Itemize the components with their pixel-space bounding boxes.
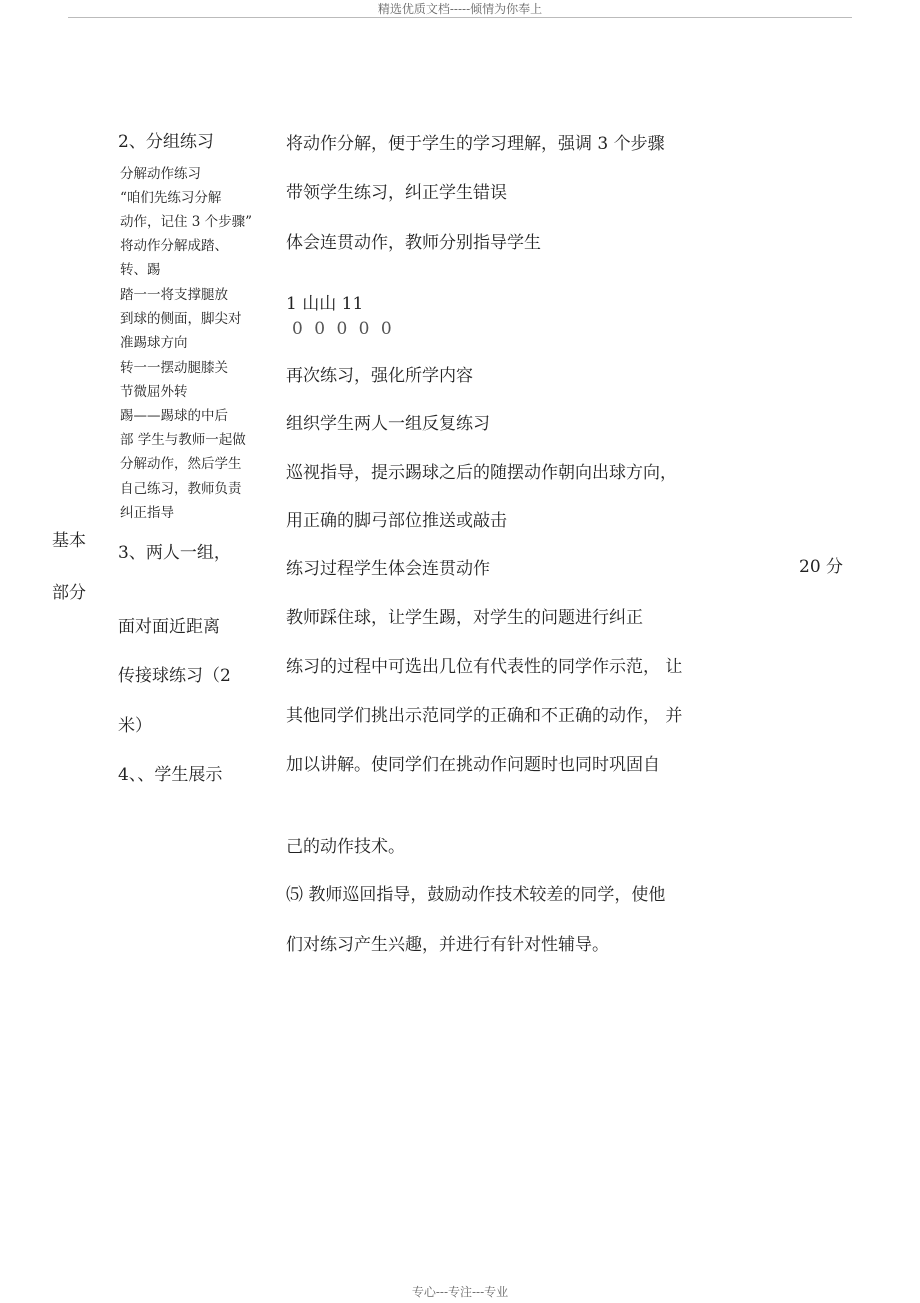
step2-title: 2、分组练习 bbox=[118, 132, 214, 152]
method-line: 们对练习产生兴趣，并进行有针对性辅导。 bbox=[286, 935, 609, 955]
method-line: 体会连贯动作，教师分别指导学生 bbox=[286, 233, 541, 253]
section-label-line2: 部分 bbox=[52, 583, 86, 603]
step3-line: 传接球练习（2 bbox=[118, 666, 231, 686]
step2-sub-line: 部 学生与教师一起做 bbox=[120, 432, 246, 448]
step2-sub-line: 节微屈外转 bbox=[120, 384, 188, 400]
step4-title: 4、、学生展示 bbox=[118, 765, 223, 785]
step2-sub-line: 准踢球方向 bbox=[120, 335, 188, 351]
method-line: 组织学生两人一组反复练习 bbox=[286, 414, 490, 434]
section-label-line1: 基本 bbox=[52, 531, 86, 551]
step3-line: 米） bbox=[118, 716, 152, 736]
step2-sub-line: “咱们先练习分解 bbox=[120, 190, 222, 206]
method-line: 其他同学们挑出示范同学的正确和不正确的动作， 并 bbox=[286, 706, 683, 726]
step2-sub-line: 转、踢 bbox=[120, 262, 161, 278]
step3-line: 3、两人一组， bbox=[118, 543, 231, 563]
step2-sub-line: 踏一一将支撑腿放 bbox=[120, 287, 228, 303]
step3-line: 面对面近距离 bbox=[118, 617, 220, 637]
method-line: 练习过程学生体会连贯动作 bbox=[286, 559, 490, 579]
step2-sub-line: 动作，记住 3 个步骤” bbox=[120, 214, 253, 230]
method-line: ⑸ 教师巡回指导，鼓励动作技术较差的同学，使他 bbox=[286, 885, 666, 905]
method-line: 用正确的脚弓部位推送或敲击 bbox=[286, 511, 507, 531]
page-footer: 专心---专注---专业 bbox=[411, 1285, 509, 1299]
method-line: 再次练习，强化所学内容 bbox=[286, 366, 473, 386]
method-line: 将动作分解，便于学生的学习理解，强调 3 个步骤 bbox=[286, 134, 665, 154]
method-line: 加以讲解。使同学们在挑动作问题时也同时巩固自 bbox=[286, 755, 660, 775]
method-line: 带领学生练习，纠正学生错误 bbox=[286, 183, 507, 203]
step2-sub-line: 将动作分解成踏、 bbox=[120, 238, 228, 254]
step2-sub-line: 纠正指导 bbox=[120, 505, 174, 521]
method-line: 练习的过程中可选出几位有代表性的同学作示范， 让 bbox=[286, 657, 683, 677]
method-line: 教师踩住球，让学生踢，对学生的问题进行纠正 bbox=[286, 608, 643, 628]
step2-sub-line: 分解动作，然后学生 bbox=[120, 456, 242, 472]
method-line: 0 0 0 0 0 bbox=[292, 319, 395, 339]
method-line: 1 山山 11 bbox=[286, 294, 364, 314]
step2-sub-line: 到球的侧面，脚尖对 bbox=[120, 311, 242, 327]
step2-sub-line: 踢——踢球的中后 bbox=[120, 408, 228, 424]
header-divider bbox=[68, 17, 852, 18]
method-line: 己的动作技术。 bbox=[286, 837, 405, 857]
step2-sub-line: 转一一摆动腿膝关 bbox=[120, 360, 228, 376]
step2-sub-line: 自己练习，教师负责 bbox=[120, 481, 242, 497]
page-header: 精选优质文档-----倾情为你奉上 bbox=[377, 2, 543, 16]
method-line: 巡视指导，提示踢球之后的随摆动作朝向出球方向， bbox=[286, 463, 677, 483]
step2-sub-line: 分解动作练习 bbox=[120, 166, 201, 182]
duration-label: 20 分 bbox=[799, 557, 844, 577]
